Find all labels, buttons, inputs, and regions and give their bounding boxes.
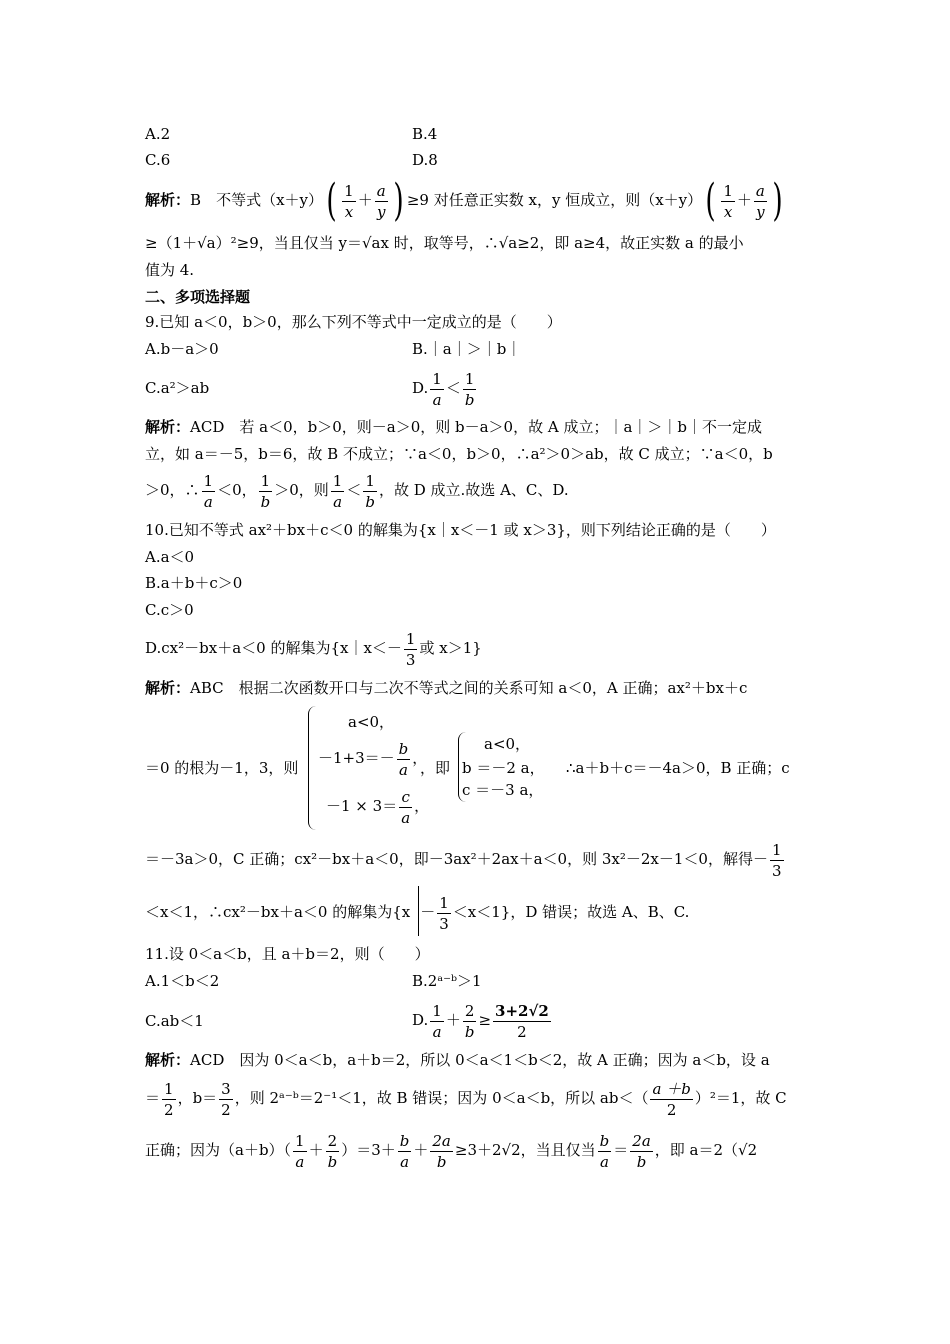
q10-solution-line2b: ，即 <box>420 759 451 777</box>
q11-option-a: A.1＜b＜2 <box>145 972 220 990</box>
q10-option-c: C.c＞0 <box>145 601 194 619</box>
q10-option-b: B.a＋b＋c＞0 <box>145 574 243 592</box>
q11-option-b: B.2ᵃ⁻ᵇ＞1 <box>412 972 482 990</box>
q11-option-c: C.ab＜1 <box>145 1012 204 1030</box>
q9-option-b: B.｜a｜＞｜b｜ <box>412 340 522 358</box>
q9-solution-line1: 解析：ACD 若 a＜0，b＞0，则－a＞0，则 b－a＞0，故 A 成立；｜a｜＞｜b｜不一定成 <box>145 418 763 436</box>
system2-eq1: a<0， <box>484 735 531 753</box>
q10-stem: 10.已知不等式 ax²＋bx＋c＜0 的解集为{x｜x＜－1 或 x＞3}，则下列结论正确的是（ ） <box>145 521 776 539</box>
q8-option-b: B.4 <box>412 125 438 143</box>
solution-label: 解析： <box>145 418 191 436</box>
system1-eq2: －1+3＝－ $\frac{b}{a}$ ， <box>318 739 428 779</box>
q9-stem: 9.已知 a＜0，b＞0，那么下列不等式中一定成立的是（ ） <box>145 313 562 331</box>
q10-solution-line2c: ∴a＋b＋c＝－4a＞0，B 正确；c <box>566 759 790 777</box>
solution-label: 解析： <box>145 191 191 209</box>
q9-option-c: C.a²＞ab <box>145 379 210 397</box>
q10-option-a: A.a＜0 <box>145 548 195 566</box>
q11-solution-line2: ＝ $\frac{1}{2}$ ，b＝ $\frac{3}{2}$ ，则 2ᵃ⁻ᵇ＝2⁻¹＜1，故 B 错误；因为 0＜a＜b，所以 ab＜（ $\frac{a +b}{2}$ ）²＝1，故 C <box>145 1079 787 1119</box>
q8-solution-line3: 值为 4. <box>145 261 195 279</box>
q10-solution-line3: ＝－3a＞0，C 正确；cx²－bx＋a＜0，即－3ax²＋2ax＋a＜0，则 3x²－2x－1＜0，解得－ $\frac{1}{3}$ <box>145 840 782 880</box>
q9-solution-line2: 立，如 a＝－5，b＝6，故 B 不成立；∵a＜0，b＞0，∴a²＞0＞ab，故 C 成立；∵a＜0，b <box>145 445 773 463</box>
q8-option-a: A.2 <box>145 125 171 143</box>
system1-eq3: －1 × 3＝ $\frac{c}{a}$ ， <box>326 787 430 827</box>
q11-solution-line3: 正确；因为（a＋b）（ $\frac{1}{a}$ ＋ $\frac{2}{b}$ ）＝3＋ $\frac{b}{a}$ ＋ $\frac{2a}{b}$ ≥3＋2√2，当且仅当 $\frac{b}{a}$ ＝ $\frac{2a}{b}$ ，即 a＝2（√2 <box>145 1131 758 1171</box>
q11-stem: 11.设 0＜a＜b，且 a＋b＝2，则（ ） <box>145 945 430 963</box>
q10-solution-line2a: ＝0 的根为－1，3，则 <box>145 759 299 777</box>
system-brace-1 <box>308 706 317 830</box>
q9-option-d: D. $\frac{1}{a}$ ＜ $\frac{1}{b}$ <box>412 369 475 409</box>
q11-solution-line1: 解析：ACD 因为 0＜a＜b，a＋b＝2，所以 0＜a＜1＜b＜2，故 A 正确；因为 a＜b，设 a <box>145 1051 770 1069</box>
q8-option-c: C.6 <box>145 151 171 169</box>
system2-eq2: b ＝－2 a， <box>462 759 545 777</box>
q10-option-d: D.cx²－bx＋a＜0 的解集为{x｜x＜－ $\frac{1}{3}$ 或 x＞1} <box>145 629 482 669</box>
q8-option-d: D.8 <box>412 151 438 169</box>
q10-solution-line4: ＜x＜1，∴cx²－bx＋a＜0 的解集为{x － $\frac{1}{3}$ ＜x＜1}，D 错误；故选 A、B、C. <box>145 893 690 933</box>
system1-eq1: a<0， <box>348 713 395 731</box>
q10-solution-line1: 解析：ABC 根据二次函数开口与二次不等式之间的关系可知 a＜0，A 正确；ax²＋bx＋c <box>145 679 748 697</box>
solution-label: 解析： <box>145 1051 191 1069</box>
q11-option-d: D. $\frac{1}{a}$ ＋ $\frac{2}{b}$ ≥ $\frac{3+2√2}{2}$ <box>412 1001 549 1041</box>
system2-eq3: c ＝－3 a， <box>462 781 544 799</box>
q8-solution-line1: 解析：B 不等式（x＋y）( $\frac{1}{x}$ ＋ $\frac{a}{y}$ ) ≥9 对任意正实数 x，y 恒成立，则（x＋y）( $\frac{1}{x}$ ＋ $\frac{a}{y}$ ) <box>145 175 783 226</box>
q8-solution-line2: ≥（1＋√a）²≥9，当且仅当 y＝√ax 时，取等号，∴√a≥2，即 a≥4，故正实数 a 的最小 <box>145 234 744 252</box>
section-heading: 二、多项选择题 <box>145 288 251 306</box>
q9-option-a: A.b－a＞0 <box>145 340 219 358</box>
set-builder-bar <box>418 886 419 936</box>
q9-solution-line3: ＞0，∴ $\frac{1}{a}$ ＜0， $\frac{1}{b}$ ＞0，则 $\frac{1}{a}$ ＜ $\frac{1}{b}$ ，故 D 成立.故选 A、C、D. <box>145 471 569 511</box>
solution-label: 解析： <box>145 679 191 697</box>
